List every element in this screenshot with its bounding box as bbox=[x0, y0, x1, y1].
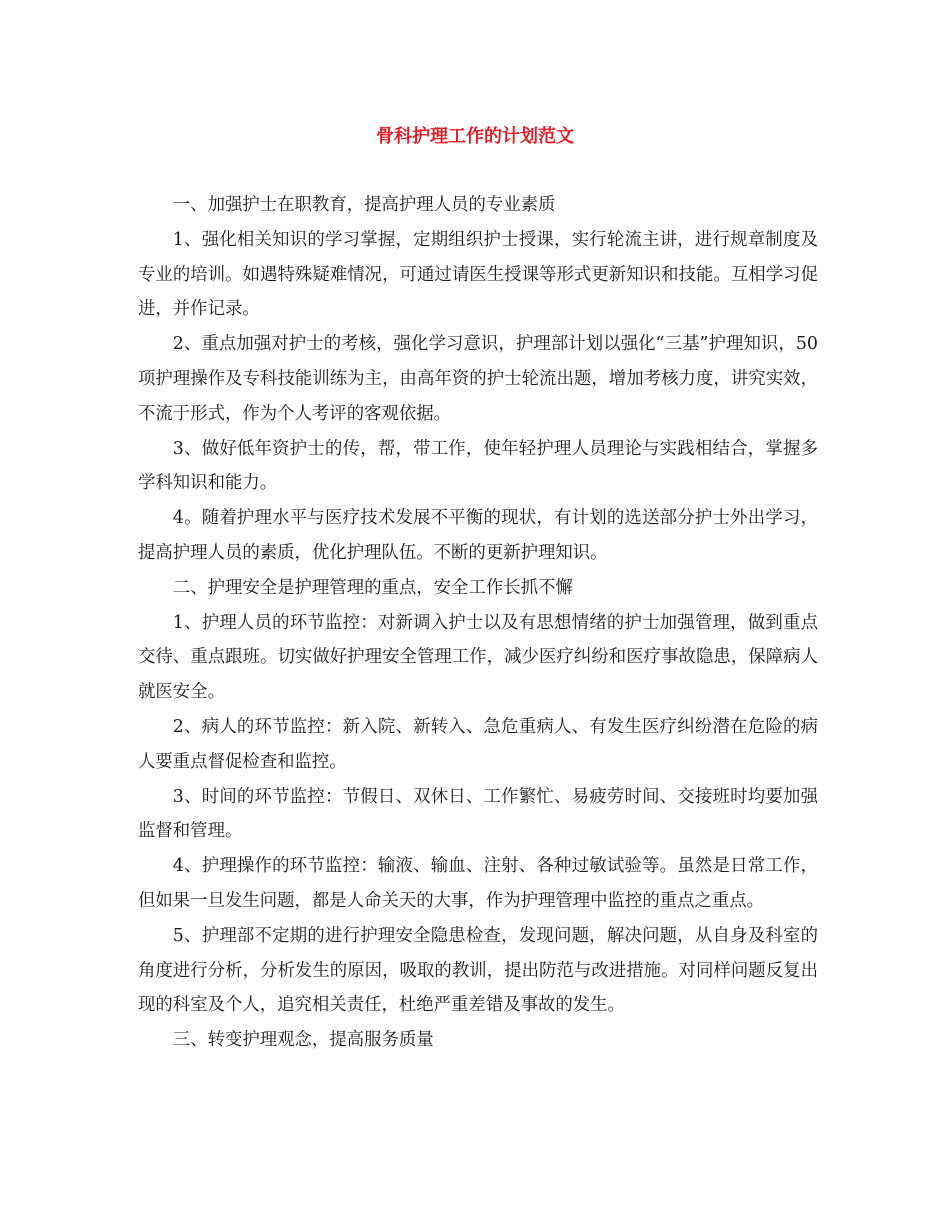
paragraph: 2、病人的环节监控：新入院、新转入、急危重病人、有发生医疗纠纷潜在危险的病人要重点督促检查和监控。 bbox=[138, 716, 818, 772]
paragraph: 5、护理部不定期的进行护理安全隐患检查，发现问题，解决问题，从自身及科室的角度进行分析，分析发生的原因，吸取的教训，提出防范与改进措施。对同样问题反复出现的科室及个人，追究相关责任，杜绝严重差错及事故的发生。 bbox=[138, 925, 818, 1016]
paragraph: 2、重点加强对护士的考核，强化学习意识，护理部计划以强化“三基”护理知识，50项护理操作及专科技能训练为主，由高年资的护士轮流出题，增加考核力度，讲究实效，不流于形式，作为个人考评的客观依据。 bbox=[138, 334, 818, 424]
section-heading-1: 一、加强护士在职教育，提高护理人员的专业素质 bbox=[172, 195, 556, 215]
section-heading-2: 二、护理安全是护理管理的重点，安全工作长抓不懈 bbox=[172, 577, 573, 598]
paragraph: 4。随着护理水平与医疗技术发展不平衡的现状，有计划的选送部分护士外出学习，提高护理人员的素质，优化护理队伍。不断的更新护理知识。 bbox=[138, 508, 818, 563]
document-body bbox=[138, 188, 818, 1058]
paragraph: 3、做好低年资护士的传，帮，带工作，使年轻护理人员理论与实践相结合，掌握多学科知识和能力。 bbox=[138, 438, 818, 494]
document-title: 骨科护理工作的计划范文 bbox=[376, 126, 574, 147]
paragraph: 1、护理人员的环节监控：对新调入护士以及有思想情绪的护士加强管理，做到重点交待、重点跟班。切实做好护理安全管理工作，减少医疗纠纷和医疗事故隐患，保障病人就医安全。 bbox=[138, 612, 818, 703]
section-heading-3: 三、转变护理观念，提高服务质量 bbox=[172, 1030, 434, 1051]
paragraph: 4、护理操作的环节监控：输液、输血、注射、各种过敏试验等。虽然是日常工作，但如果一旦发生问题，都是人命关天的大事，作为护理管理中监控的重点之重点。 bbox=[138, 856, 818, 911]
paragraph: 1、强化相关知识的学习掌握，定期组织护士授课，实行轮流主讲，进行规章制度及专业的培训。如遇特殊疑难情况，可通过请医生授课等形式更新知识和技能。互相学习促进，并作记录。 bbox=[138, 229, 818, 320]
paragraph: 3、时间的环节监控：节假日、双休日、工作繁忙、易疲劳时间、交接班时均要加强监督和管理。 bbox=[138, 786, 818, 842]
